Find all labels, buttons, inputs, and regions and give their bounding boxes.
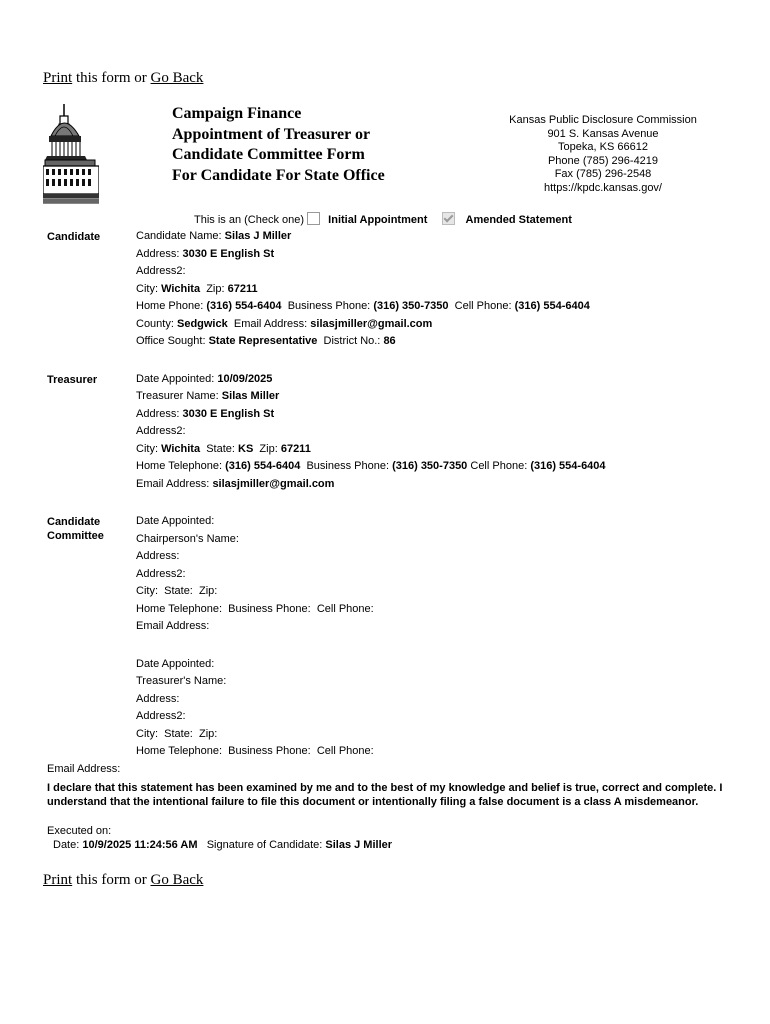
candidate-home-phone-value: (316) 554-6404 (206, 300, 282, 312)
executed-on-label: Executed on: (47, 825, 112, 837)
field-label: Business Phone: (306, 460, 390, 472)
committee-treasurer-address-row (136, 693, 179, 705)
field-label: Email Address: (136, 478, 210, 490)
treasurer-phone-row (136, 460, 606, 472)
committee-address2-row (136, 568, 186, 580)
field-label: Business Phone: (287, 300, 371, 312)
committee-section-label-line: Committee (47, 530, 104, 542)
candidate-address-row (136, 248, 274, 260)
candidate-name-value: Silas J Miller (224, 230, 292, 242)
agency-city: Topeka, KS 66612 (558, 141, 648, 154)
kansas-capitol-icon (43, 102, 99, 206)
field-label: Address2: (136, 710, 186, 722)
field-label: Home Telephone: (136, 603, 223, 615)
field-label: Cell Phone: (454, 300, 512, 312)
signature-value: Silas J Miller (325, 839, 393, 851)
candidate-county-row (136, 318, 432, 330)
candidate-cell-phone-value: (316) 554-6404 (514, 300, 590, 312)
treasurer-business-phone-value: (316) 350-7350 (392, 460, 468, 472)
field-label: State: (164, 728, 193, 740)
nav-text: this form or (72, 70, 151, 86)
candidate-business-phone-value: (316) 350-7350 (373, 300, 449, 312)
committee-treasurer-address2-row (136, 710, 186, 722)
field-label: Address2: (136, 265, 186, 277)
field-label: Date Appointed: (136, 658, 215, 670)
field-label: State: (206, 443, 235, 455)
agency-name: Kansas Public Disclosure Commission (509, 114, 697, 126)
field-label: City: (136, 585, 158, 597)
agency-street: 901 S. Kansas Avenue (547, 127, 659, 140)
candidate-address-value: 3030 E English St (182, 248, 275, 260)
field-label: Cell Phone: (316, 745, 374, 757)
field-label: Zip: (199, 585, 218, 597)
field-label: Business Phone: (228, 603, 311, 615)
treasurer-zip-value: 67211 (280, 443, 311, 455)
committee-address-row (136, 550, 179, 562)
committee-phone-row (136, 603, 374, 615)
field-label: Address: (136, 248, 180, 260)
field-label: Cell Phone: (316, 603, 374, 615)
candidate-section-label: Candidate (47, 231, 101, 243)
field-label: Candidate Name: (136, 230, 222, 242)
field-label: Chairperson's Name: (136, 533, 239, 545)
initial-appointment-label: Initial Appointment (328, 214, 428, 226)
field-label: Address2: (136, 425, 186, 437)
treasurer-address-row (136, 408, 274, 420)
candidate-address2-row (136, 265, 186, 277)
treasurer-state-value: KS (238, 443, 254, 455)
treasurer-home-phone-value: (316) 554-6404 (225, 460, 301, 472)
treasurer-address-value: 3030 E English St (182, 408, 275, 420)
field-label: City: (136, 728, 158, 740)
candidate-office-row (136, 335, 396, 347)
field-label: County: (136, 318, 174, 330)
field-label: Office Sought: (136, 335, 206, 347)
top-nav (43, 70, 203, 87)
committee-email-row (136, 620, 209, 632)
go-back-link[interactable]: Go Back (150, 70, 204, 86)
candidate-phone-row (136, 300, 590, 312)
nav-text: this form or (72, 872, 151, 888)
field-label: Date: (53, 839, 80, 851)
field-label: Date Appointed: (136, 515, 215, 527)
candidate-email-value: silasjmiller@gmail.com (310, 318, 433, 330)
field-label: Home Telephone: (136, 460, 223, 472)
field-label: Zip: (259, 443, 278, 455)
field-label: Treasurer Name: (136, 390, 219, 402)
treasurer-date-row (136, 373, 272, 385)
field-label: Date Appointed: (136, 373, 215, 385)
agency-fax: Fax (785) 296-2548 (554, 168, 652, 181)
agency-url: https://kpdc.kansas.gov/ (543, 181, 662, 194)
execution-row (53, 839, 392, 851)
candidate-name-row (136, 230, 291, 242)
check-one-row (194, 212, 572, 226)
go-back-link[interactable]: Go Back (150, 872, 204, 888)
form-title-line: Campaign Finance (172, 105, 302, 122)
print-link[interactable]: Print (43, 872, 73, 888)
field-label: Zip: (199, 728, 218, 740)
initial-appointment-checkbox[interactable] (307, 212, 320, 225)
field-label: Zip: (206, 283, 225, 295)
treasurer-city-value: Wichita (161, 443, 201, 455)
field-label: Email Address: (47, 763, 121, 775)
treasurer-cell-phone-value: (316) 554-6404 (530, 460, 606, 472)
field-label: Treasurer's Name: (136, 675, 227, 687)
treasurer-name-row (136, 390, 279, 402)
committee-chair-row (136, 533, 239, 545)
form-title-line: For Candidate For State Office (172, 166, 385, 184)
committee-section-label (47, 515, 104, 543)
treasurer-section-label: Treasurer (47, 374, 98, 386)
committee-treasurer-email-row (47, 763, 120, 775)
treasurer-email-value: silasjmiller@gmail.com (212, 478, 335, 490)
candidate-office-value: State Representative (208, 335, 318, 347)
field-label: Home Phone: (136, 300, 204, 312)
amended-statement-checkbox[interactable] (442, 212, 455, 225)
field-label: Address: (136, 408, 180, 420)
check-one-prefix: This is an (Check one) (194, 214, 305, 226)
execution-date-value: 10/9/2025 11:24:56 AM (82, 839, 198, 851)
print-link[interactable]: Print (43, 70, 73, 86)
field-label: Address: (136, 693, 180, 705)
committee-treasurer-city-row (136, 728, 217, 740)
treasurer-date-value: 10/09/2025 (217, 373, 273, 385)
field-label: Email Address: (233, 318, 308, 330)
candidate-city-value: Wichita (161, 283, 201, 295)
field-label: District No.: (323, 335, 381, 347)
treasurer-name-value: Silas Miller (221, 390, 280, 402)
field-label: State: (164, 585, 193, 597)
field-label: City: (136, 283, 158, 295)
field-label: Signature of Candidate: (206, 839, 323, 851)
committee-section-label-line: Candidate (47, 516, 101, 528)
treasurer-email-row (136, 478, 334, 490)
declaration-text: I declare that this statement has been examined by me and to the best of my knowledge and belief is true, correct and complete. I understand that the intentional failure to file this document or intentionally filing a false document is a class A misdemeanor. (47, 782, 723, 808)
committee-treasurer-name-row (136, 675, 226, 687)
committee-treasurer-phone-row (136, 745, 374, 757)
committee-city-row (136, 585, 217, 597)
form-title (172, 104, 385, 186)
committee-treasurer-date-row (136, 658, 214, 670)
amended-statement-label: Amended Statement (465, 214, 572, 226)
field-label: Address2: (136, 568, 186, 580)
agency-address-block (500, 114, 706, 196)
form-title-line: Appointment of Treasurer or (172, 125, 371, 143)
field-label: Cell Phone: (470, 460, 528, 472)
treasurer-address2-row (136, 425, 186, 437)
form-title-line: Candidate Committee Form (172, 146, 365, 163)
field-label: Address: (136, 550, 180, 562)
committee-date-row (136, 515, 214, 527)
candidate-county-value: Sedgwick (176, 318, 228, 330)
bottom-nav (43, 872, 203, 889)
field-label: Business Phone: (228, 745, 311, 757)
agency-phone: Phone (785) 296-4219 (547, 154, 659, 167)
candidate-zip-value: 67211 (227, 283, 258, 295)
candidate-district-value: 86 (383, 335, 396, 347)
treasurer-city-row (136, 443, 311, 455)
field-label: City: (136, 443, 158, 455)
candidate-city-row (136, 283, 258, 295)
field-label: Email Address: (136, 620, 210, 632)
field-label: Home Telephone: (136, 745, 223, 757)
